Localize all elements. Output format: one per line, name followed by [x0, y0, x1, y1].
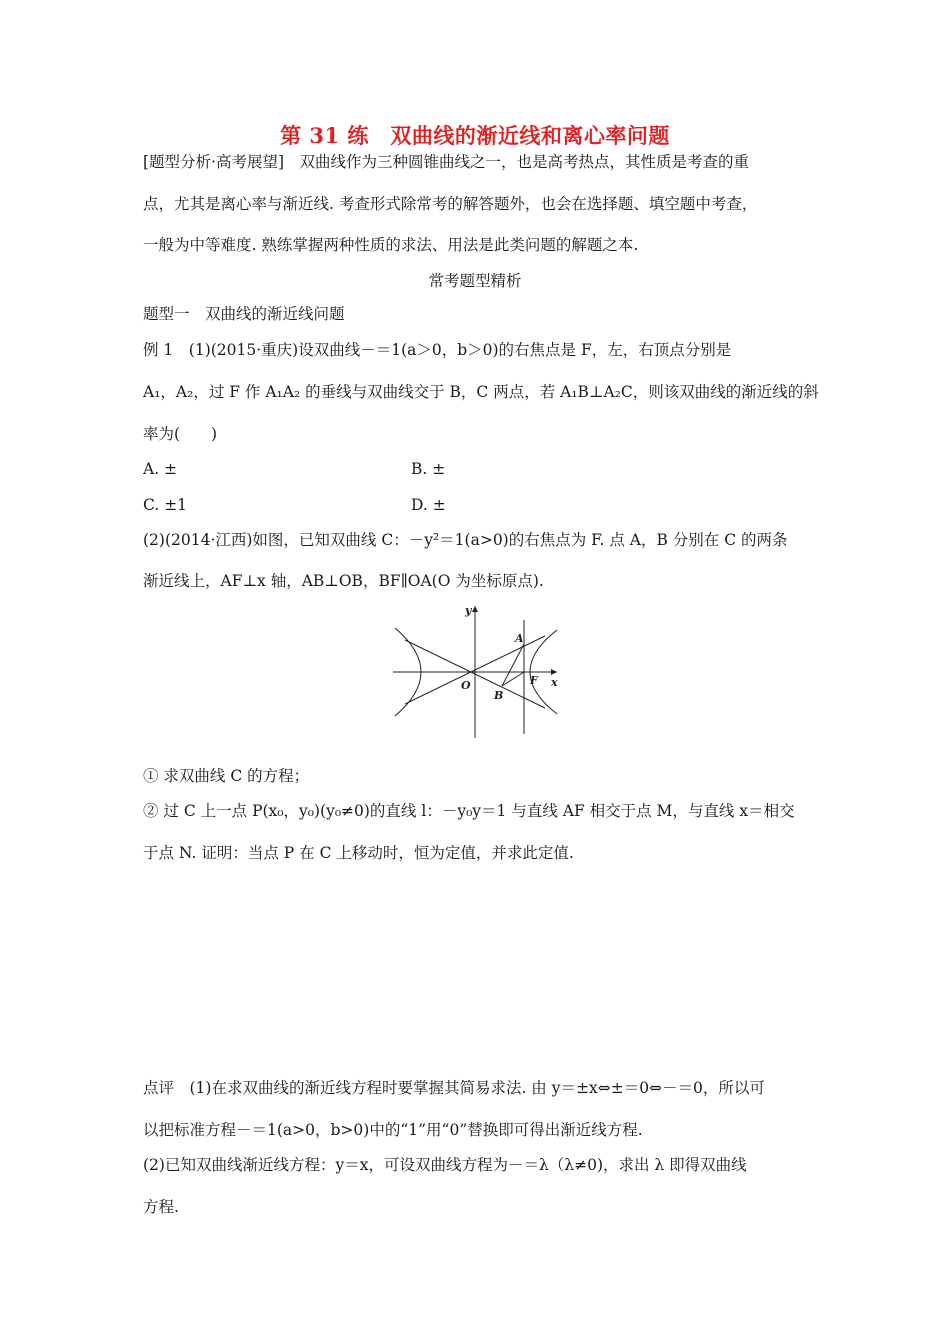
intro-line-2: 点，尤其是离心率与渐近线. 考查形式除常考的解答题外，也会在选择题、填空题中考查，	[143, 195, 758, 213]
label-a: A	[515, 632, 524, 645]
question-2-line-2: 于点 N. 证明：当点 P 在 C 上移动时，恒为定值，并求此定值.	[143, 844, 574, 862]
label-o: O	[461, 679, 471, 692]
y-axis-arrow-icon	[472, 606, 478, 612]
intro-line-1: [题型分析·高考展望] 双曲线作为三种圆锥曲线之一，也是高考热点，其性质是考查的重	[143, 153, 750, 171]
label-f: F	[530, 674, 538, 687]
x-axis-arrow-icon	[551, 669, 557, 675]
option-d: D. ±	[411, 496, 446, 514]
example1-line-2: A₁，A₂，过 F 作 A₁A₂ 的垂线与双曲线交于 B，C 两点，若 A₁B⊥A₂C，则该双曲线的渐近线的斜	[143, 383, 819, 401]
option-b: B. ±	[411, 460, 446, 478]
label-b: B	[494, 689, 504, 702]
comment-line-3: (2)已知双曲线渐近线方程：y＝x，可设双曲线方程为－＝λ（λ≠0)，求出 λ 即得双曲线	[143, 1156, 747, 1174]
page-title: 第 31 练 双曲线的渐近线和离心率问题	[280, 123, 670, 148]
option-c: C. ±1	[143, 496, 188, 514]
comment-line-4: 方程.	[143, 1198, 179, 1216]
label-y: y	[465, 604, 472, 617]
option-a: A. ±	[143, 460, 178, 478]
part2-line-2: 渐近线上，AF⊥x 轴，AB⊥OB，BF∥OA(O 为坐标原点).	[143, 572, 544, 590]
hyperbola-figure	[385, 600, 565, 740]
hyperbola-diagram	[385, 600, 565, 740]
type1-heading: 题型一 双曲线的渐近线问题	[143, 305, 345, 323]
example1-line-3: 率为( )	[143, 425, 218, 443]
section-heading: 常考题型精析	[428, 272, 522, 290]
comment-line-2: 以把标准方程－＝1(a>0，b>0)中的“1”用“0”替换即可得出渐近线方程.	[143, 1121, 643, 1139]
segment-ab	[502, 644, 524, 686]
question-2-line-1: ② 过 C 上一点 P(x₀，y₀)(y₀≠0)的直线 l：－y₀y＝1 与直线 AF 相交于点 M，与直线 x＝相交	[143, 802, 795, 820]
example1-line-1: 例 1 (1)(2015·重庆)设双曲线－＝1(a＞0，b＞0)的右焦点是 F，左，右顶点分别是	[143, 341, 732, 359]
question-1: ① 求双曲线 C 的方程；	[143, 767, 310, 785]
intro-line-3: 一般为中等难度. 熟练掌握两种性质的求法、用法是此类问题的解题之本.	[143, 236, 639, 254]
part2-line-1: (2)(2014·江西)如图，已知双曲线 C：－y²＝1(a>0)的右焦点为 F. 点 A，B 分别在 C 的两条	[143, 531, 788, 549]
label-x: x	[551, 676, 558, 689]
comment-line-1: 点评 (1)在求双曲线的渐近线方程时要掌握其简易求法. 由 y＝±x⇔±＝0⇔－＝0，所以可	[143, 1079, 765, 1097]
